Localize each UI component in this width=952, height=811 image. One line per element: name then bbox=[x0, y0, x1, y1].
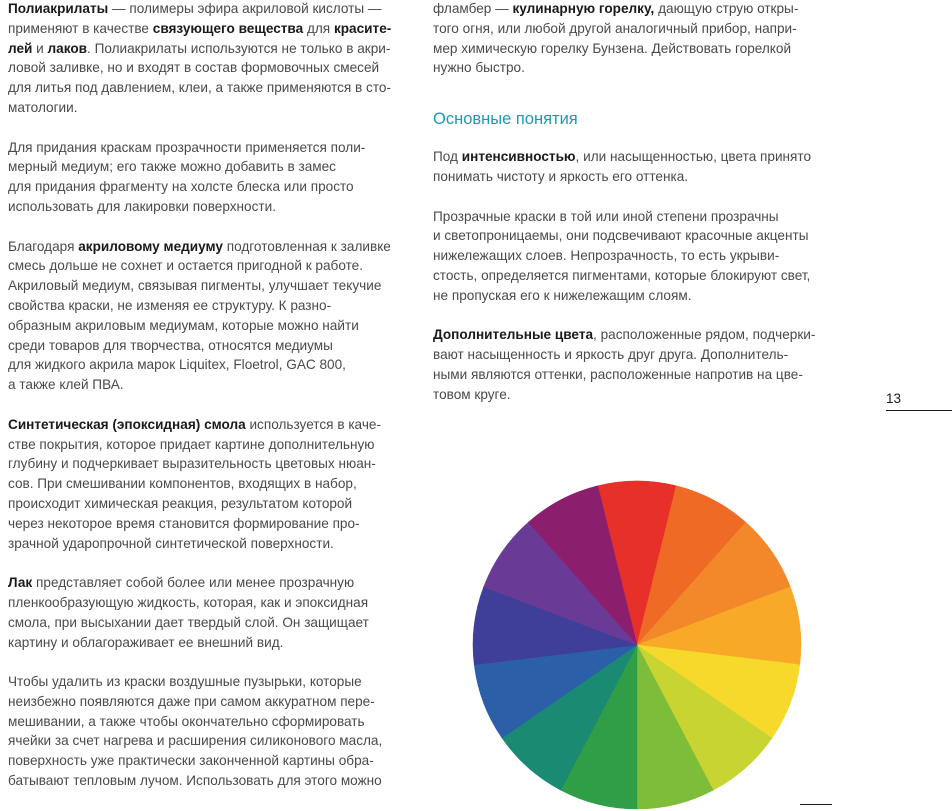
text-line bbox=[433, 246, 838, 266]
term-bold: Дополнительные цвета bbox=[433, 327, 594, 343]
paragraph bbox=[8, 573, 404, 652]
text-line bbox=[8, 454, 404, 474]
text-run: мерный медиум; его также можно добавить в замес bbox=[8, 159, 336, 175]
paragraph bbox=[8, 138, 404, 217]
text-line bbox=[8, 138, 404, 158]
text-run: происходит химическая реакция, результатом которой bbox=[8, 495, 353, 511]
term-bold: связующего вещества bbox=[152, 20, 304, 36]
text-run: и светопроницаемы, они подсвечивают красочные акценты bbox=[433, 228, 809, 244]
term-bold: Полиакрилаты bbox=[8, 1, 109, 16]
text-run: через некоторое время становится формирование про- bbox=[8, 515, 360, 531]
text-run: стость, определяется пигментами, которые блокируют свет, bbox=[433, 267, 811, 283]
text-line bbox=[8, 514, 404, 534]
text-run: поверхность уже практически законченной картины обра- bbox=[8, 753, 374, 769]
text-run: используется в каче- bbox=[245, 416, 381, 432]
text-line bbox=[8, 692, 404, 712]
text-line bbox=[8, 751, 404, 771]
text-line bbox=[8, 39, 404, 59]
text-line bbox=[8, 712, 404, 732]
text-run: , или насыщенностью, цвета принято bbox=[575, 149, 812, 165]
text-line bbox=[8, 375, 404, 395]
paragraph bbox=[8, 415, 404, 554]
text-run: матологии. bbox=[8, 99, 78, 115]
text-run: и bbox=[32, 40, 48, 56]
footer-rule bbox=[800, 804, 832, 805]
text-line bbox=[8, 296, 404, 316]
text-line bbox=[433, 207, 838, 227]
text-line bbox=[433, 286, 838, 306]
right-column bbox=[433, 0, 838, 424]
paragraph bbox=[433, 147, 838, 187]
text-line bbox=[8, 336, 404, 356]
text-run: не пропуская его к нижележащим слоям. bbox=[433, 287, 692, 303]
text-line bbox=[8, 197, 404, 217]
text-line bbox=[8, 157, 404, 177]
text-run: ячейки за счет нагрева и расширения силиконового масла, bbox=[8, 733, 383, 749]
text-line bbox=[8, 98, 404, 118]
text-run: фламбер — bbox=[433, 1, 513, 16]
text-run: смола, при высыхании дает твердый слой. Он защищает bbox=[8, 614, 369, 630]
right-bottom-text bbox=[433, 147, 838, 404]
text-line bbox=[8, 534, 404, 554]
page-number: 13 bbox=[886, 389, 952, 411]
text-run: применяют в качестве bbox=[8, 20, 153, 36]
text-line bbox=[8, 613, 404, 633]
term-bold: лей bbox=[8, 40, 33, 56]
text-line bbox=[8, 78, 404, 98]
text-run: сов. При смешивании компонентов, входящих в набор, bbox=[8, 476, 357, 492]
text-line bbox=[433, 167, 838, 187]
text-run: представляет собой более или менее прозрачную bbox=[32, 575, 355, 591]
text-line bbox=[8, 633, 404, 653]
text-line bbox=[433, 226, 838, 246]
text-line bbox=[8, 415, 404, 435]
text-line bbox=[8, 0, 404, 19]
text-run: мер химическую горелку Бунзена. Действовать горелкой bbox=[433, 40, 792, 56]
text-run: зрачной ударопрочной синтетической поверхности. bbox=[8, 535, 334, 551]
text-run: — полимеры эфира акриловой кислоты — bbox=[108, 1, 382, 16]
text-line bbox=[433, 0, 838, 19]
text-run: Акриловый медиум, связывая пигменты, улучшает текучие bbox=[8, 278, 382, 294]
paragraph bbox=[433, 0, 838, 78]
text-line bbox=[8, 355, 404, 375]
text-run: картину и облагораживает ее внешний вид. bbox=[8, 634, 284, 650]
text-line bbox=[433, 365, 838, 385]
text-run: вают насыщенность и яркость друг друга. Дополнитель- bbox=[433, 347, 789, 363]
text-run: нужно быстро. bbox=[433, 60, 525, 76]
term-bold: Синтетическая (эпоксидная) смола bbox=[8, 416, 246, 432]
text-line bbox=[8, 573, 404, 593]
text-line bbox=[8, 256, 404, 276]
text-line bbox=[433, 266, 838, 286]
text-run: . Полиакрилаты используются не только в акри- bbox=[87, 40, 391, 56]
paragraph bbox=[8, 0, 404, 118]
paragraph bbox=[433, 207, 838, 306]
text-line bbox=[8, 58, 404, 78]
text-line bbox=[8, 435, 404, 455]
text-line bbox=[8, 494, 404, 514]
text-line bbox=[8, 177, 404, 197]
text-run: ными являются оттенки, расположенные напротив на цве- bbox=[433, 366, 803, 382]
text-run: товом круге. bbox=[433, 386, 511, 402]
text-run: , расположенные рядом, подчерки- bbox=[593, 327, 816, 343]
paragraph bbox=[8, 672, 404, 791]
right-top-text bbox=[433, 0, 838, 78]
color-wheel bbox=[472, 480, 802, 810]
text-run: понимать чистоту и яркость его оттенка. bbox=[433, 168, 689, 184]
text-line bbox=[433, 39, 838, 59]
text-line bbox=[8, 474, 404, 494]
text-run: образным акриловым медиумам, которые можно найти bbox=[8, 317, 359, 333]
text-line bbox=[8, 276, 404, 296]
term-bold: акриловому медиуму bbox=[78, 238, 223, 254]
text-run: Под bbox=[433, 149, 462, 165]
text-run: того огня, или любой другой аналогичный прибор, напри- bbox=[433, 20, 797, 36]
text-line bbox=[8, 593, 404, 613]
paragraph bbox=[8, 237, 404, 395]
text-run: глубину и подчеркивает выразительность цветовых нюан- bbox=[8, 456, 376, 472]
text-line bbox=[8, 731, 404, 751]
text-run: для придания фрагменту на холсте блеска или просто bbox=[8, 179, 354, 195]
text-line bbox=[433, 19, 838, 39]
left-column bbox=[8, 0, 404, 811]
term-bold: лаков bbox=[47, 40, 88, 56]
text-run: Чтобы удалить из краски воздушные пузырьки, которые bbox=[8, 674, 362, 690]
text-line bbox=[8, 316, 404, 336]
text-line bbox=[433, 58, 838, 78]
text-run: стве покрытия, которое придает картине дополнительную bbox=[8, 436, 375, 452]
text-run: Прозрачные краски в той или иной степени прозрачны bbox=[433, 208, 779, 224]
text-line bbox=[433, 345, 838, 365]
text-run: подготовленная к заливке bbox=[222, 238, 391, 254]
section-heading: Основные понятия bbox=[433, 110, 578, 129]
text-line bbox=[8, 237, 404, 257]
text-run: ловой заливке, но и входят в состав формовочных смесей bbox=[8, 60, 380, 76]
text-line bbox=[8, 771, 404, 791]
text-run: батывают тепловым лучом. Использовать для этого можно bbox=[8, 773, 382, 789]
text-run: неизбежно появляются даже при самом аккуратном пере- bbox=[8, 693, 375, 709]
text-run: Для придания краскам прозрачности применяется поли- bbox=[8, 139, 366, 155]
text-run: пленкообразующую жидкость, которая, как и эпоксидная bbox=[8, 594, 369, 610]
term-bold: кулинарную горелку, bbox=[512, 1, 655, 16]
text-run: свойства краски, не изменяя ее структуру. К разно- bbox=[8, 297, 332, 313]
text-line bbox=[8, 19, 404, 39]
text-run: Благодаря bbox=[8, 238, 79, 254]
text-run: дающую струю откры- bbox=[654, 1, 799, 16]
paragraph bbox=[433, 325, 838, 404]
text-run: среди товаров для творчества, относятся медиумы bbox=[8, 337, 333, 353]
text-run: использовать для лакировки поверхности. bbox=[8, 198, 276, 214]
text-run: для литья под давлением, клеи, а также применяются в сто- bbox=[8, 80, 391, 96]
text-line bbox=[433, 385, 838, 405]
text-run: нижележащих слоев. Непрозрачность, то есть укрыви- bbox=[433, 248, 780, 264]
text-line bbox=[433, 147, 838, 167]
text-line bbox=[8, 672, 404, 692]
text-run: а также клей ПВА. bbox=[8, 377, 124, 393]
term-bold: красите- bbox=[333, 20, 392, 36]
text-run: для bbox=[303, 20, 334, 36]
term-bold: Лак bbox=[8, 575, 33, 591]
text-run: для жидкого акрила марок Liquitex, Floetrol, GAC 800, bbox=[8, 357, 346, 373]
text-run: смесь дольше не сохнет и остается пригодной к работе. bbox=[8, 258, 364, 274]
text-line bbox=[433, 325, 838, 345]
term-bold: интенсивностью bbox=[461, 149, 576, 165]
text-run: мешивании, а также чтобы окончательно сформировать bbox=[8, 713, 365, 729]
